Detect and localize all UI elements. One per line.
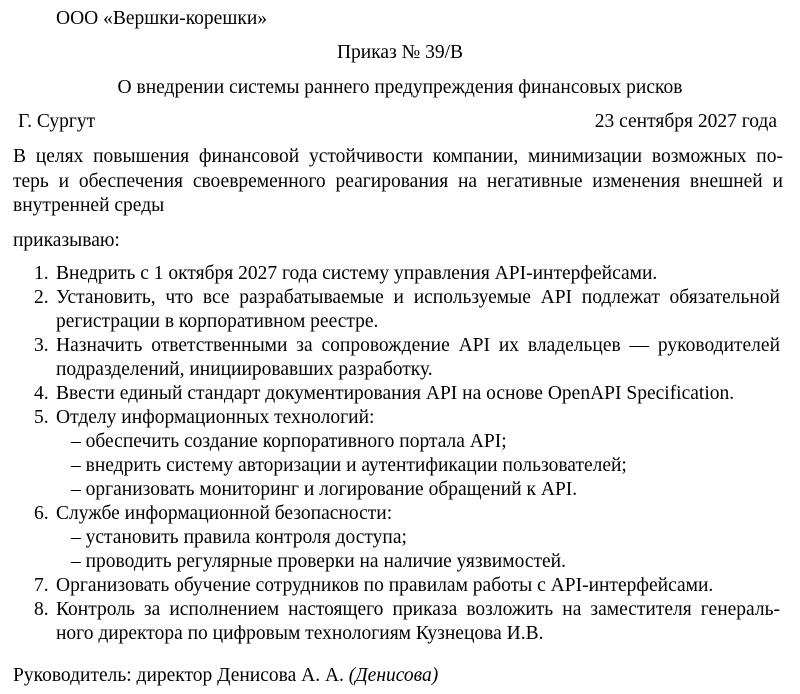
preamble-line: внутренней среды [13, 195, 165, 216]
item-number: 5. [34, 407, 49, 428]
preamble-line: В целях повышения финансовой устойчивости компании, минимизации возможных по- [13, 146, 783, 167]
sub-item-text: – обеспечить создание корпоративного портала API; [71, 431, 507, 452]
signature-label: Руководитель: директор Денисова А. А. [13, 665, 344, 686]
item-text: Назначить ответственными за сопровождение API их владельцев — руководителей [56, 335, 780, 356]
item-number: 7. [34, 575, 49, 596]
sub-item-text: – организовать мониторинг и логирование обращений к API. [71, 479, 578, 500]
item-text: подразделений, инициировавших разработку. [56, 359, 433, 380]
order-city: Г. Сургут [18, 111, 96, 132]
item-number: 6. [34, 503, 49, 524]
preamble [13, 145, 783, 219]
order-word: приказываю: [13, 230, 120, 251]
item-number: 2. [34, 287, 49, 308]
item-text: Службе информационной безопасности: [56, 503, 393, 524]
item-text: Установить, что все разрабатываемые и используемые API подлежат обязательной [56, 287, 780, 308]
organization-name: ООО «Вершки-корешки» [56, 8, 268, 29]
item-number: 3. [34, 335, 49, 356]
order-title: Приказ № 39/В [336, 42, 464, 63]
item-text: Контроль за исполнением настоящего приказа возложить на заместителя генераль- [56, 599, 780, 620]
preamble-line: терь и обеспечения своевременного реагирования на негативные изменения внешней и [13, 170, 783, 192]
item-text: регистрации в корпоративном реестре. [56, 311, 379, 332]
signature-line [13, 664, 438, 688]
item-text: Ввести единый стандарт документирования API на основе OpenAPI Specification. [56, 383, 735, 404]
item-number: 1. [34, 263, 49, 284]
item-text: Организовать обучение сотрудников по правилам работы с API-интерфейсами. [56, 575, 714, 596]
item-number: 8. [34, 599, 49, 620]
sub-item-text: – внедрить систему авторизации и аутентификации пользователей; [71, 455, 627, 476]
item-number: 4. [34, 383, 49, 404]
sub-item-text: – проводить регулярные проверки на наличие уязвимостей. [71, 551, 566, 572]
order-subject: О внедрении системы раннего предупреждения финансовых рисков [117, 77, 683, 98]
order-date: 23 сентября 2027 года [594, 111, 777, 132]
item-text: Внедрить с 1 октября 2027 года систему управления API-интерфейсами. [56, 263, 658, 284]
item-text: Отделу информационных технологий: [56, 407, 375, 428]
sub-item-text: – установить правила контроля доступа; [71, 527, 407, 548]
signature-handwritten: (Денисова) [348, 665, 439, 686]
item-text: ного директора по цифровым технологиям Кузнецова И.В. [56, 623, 544, 644]
